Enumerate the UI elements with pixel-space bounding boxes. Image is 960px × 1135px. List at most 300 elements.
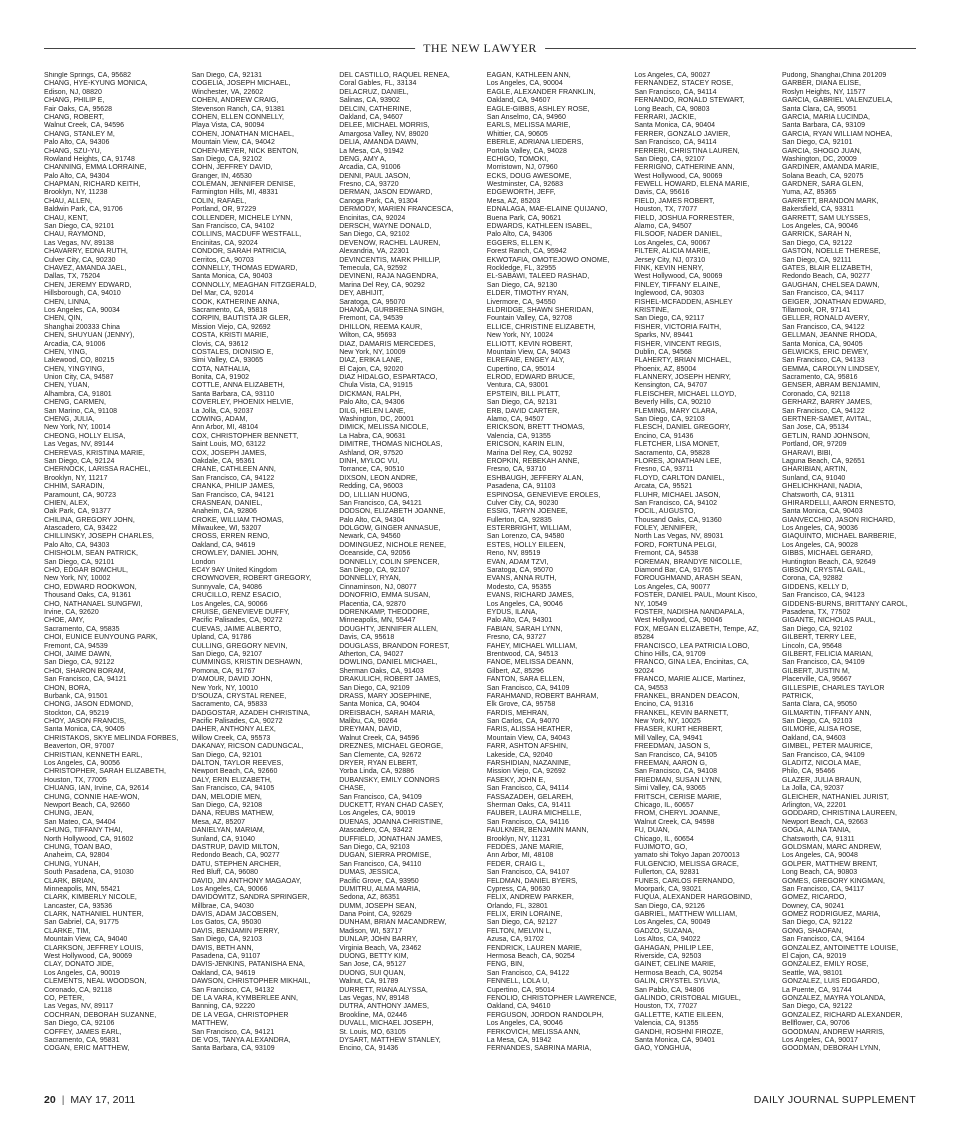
list-line: Irvine, CA, 92620 (44, 609, 99, 616)
list-line: FENOLIO, CHRISTOPHER LAWRENCE, (486, 994, 617, 1002)
list-line: Oakland, CA, 94619 (191, 969, 256, 977)
list-line: Alhambra, CA, 91801 (44, 390, 112, 398)
list-line: Marina Del Rey, CA, 90292 (486, 449, 573, 457)
list-line: Anaheim, CA, 92806 (191, 508, 257, 516)
list-line: Oakland, CA, 94607 (486, 97, 551, 105)
list-line: San Francisco, CA, 94109 (781, 751, 865, 759)
list-line: CLARK, BRIAN, (44, 877, 96, 885)
list-line: DELACRUZ, DANIEL, (339, 88, 409, 96)
list-line: Minneapolis, MN, 55447 (339, 617, 416, 625)
list-line: EGGERS, ELLEN K, (486, 239, 553, 247)
list-line: West Hollywood, CA, 90069 (634, 273, 723, 281)
list-line: FRANCISCO, LEA PATRICIA LOBO, (634, 642, 750, 650)
list-line: DUONG, SUI QUAN, (339, 969, 406, 977)
list-line: Santa Monica, CA, 90403 (781, 508, 863, 516)
list-line: FOX, MEGAN ELIZABETH, Tempe, AZ, (634, 625, 759, 633)
list-line: FINLEY, TIFFANY ELAINE, (634, 281, 721, 289)
list-line: CROSS, ERREN RENO, (191, 533, 270, 541)
list-line: Sedona, AZ, 86351 (339, 894, 400, 902)
list-line: COHEN-MEYER, NICK BENTON, (191, 147, 299, 155)
list-line: Fountain Valley, CA, 92708 (486, 315, 573, 323)
list-line: GERHARZ, BARRY JAMES, (781, 399, 873, 407)
list-line: CHUNG, JEAN, (44, 810, 94, 818)
list-line: San Marino, CA, 91108 (44, 407, 118, 415)
list-line: El Cajon, CA, 92020 (339, 365, 404, 373)
issue-date: MAY 17, 2011 (70, 1094, 136, 1106)
list-line: DRASS, MARY JOSEPHINE, (339, 692, 432, 700)
list-line: Playa Vista, CA, 90094 (191, 122, 265, 130)
list-line: San Diego, CA, 92107 (634, 155, 705, 163)
list-line: La Puente, CA, 91744 (781, 986, 852, 994)
list-line: Santa Monica, CA, 90404 (339, 701, 420, 709)
list-line: Las Vegas, NV, 89117 (44, 1003, 114, 1011)
list-line: San Francisco, CA, 94122 (781, 323, 865, 331)
list-line: Del Mar, CA, 92014 (191, 290, 254, 298)
list-line: Gilbert, AZ, 85296 (486, 667, 544, 675)
list-line: FERRERI, CHRISTINA LAUREN, (634, 147, 740, 155)
list-line: GILBERT, FELICIA MARIAN, (781, 650, 874, 658)
list-line: COLLENDER, MICHELE LYNN, (191, 214, 293, 222)
list-line: Sacramento, CA, 95816 (781, 374, 858, 382)
list-line: DUMM, JOSEPH SEAN, (339, 902, 417, 910)
list-line: Riverside, CA, 92503 (634, 953, 702, 961)
list-line: FARSHIDIAN, NAZANINE, (486, 760, 571, 768)
list-line: CROKE, WILLIAM THOMAS, (191, 516, 284, 524)
list-line: ELDRIDGE, SHAWN SHERIDAN, (486, 306, 594, 314)
list-line: San Francisco, CA, 94121 (44, 676, 127, 684)
list-line: FASSAZADEH, GELAREH, (486, 793, 574, 801)
list-line: Sacramento, CA, 95818 (191, 306, 268, 314)
list-line: FLEMING, MARY CLARA, (634, 407, 718, 415)
list-line: Las Vegas, NV, 89148 (339, 994, 410, 1002)
list-line: San Diego, CA, 92127 (486, 919, 558, 927)
list-line: CULLING, GREGORY NEVIN, (191, 642, 288, 650)
list-line: San Diego, CA, 92108 (191, 801, 263, 809)
list-line: FISHER, VICTORIA FAITH, (634, 323, 722, 331)
list-line: DREISBACH, SARAH MARIA, (339, 709, 436, 717)
list-line: San Francisco, CA, 94109 (781, 659, 865, 667)
list-line: Los Angeles, CA, 90077 (634, 583, 711, 591)
list-line: CLEMENTS, NEAL WOODSON, (44, 978, 147, 986)
list-line: CHANNING, EMMA LORRAINE, (44, 164, 147, 172)
list-line: Cerritos, CA, 90703 (191, 256, 254, 264)
list-line: DIAZ HIDALGO, ESPARTACO, (339, 374, 438, 382)
list-line: Hermosa Beach, CA, 90254 (634, 969, 723, 977)
list-line: DRAKULICH, ROBERT JAMES, (339, 676, 441, 684)
list-line: CHEN, LINNA, (44, 298, 91, 306)
list-line: Chino Hills, CA, 91709 (634, 650, 706, 658)
list-line: FOLEY, JENNIFER, (634, 525, 698, 533)
list-line: GARDNER, SARA GLEN, (781, 181, 864, 189)
list-line: Baldwin Park, CA, 91706 (44, 206, 123, 214)
list-line: EVANS, RICHARD JAMES, (486, 592, 574, 600)
list-line: DENNI, PAUL JASON, (339, 172, 411, 180)
list-line: Los Angeles, CA, 90046 (486, 1020, 563, 1028)
list-line: Millbrae, CA, 94030 (191, 902, 254, 910)
list-line: San Francisco, CA, 94109 (339, 793, 422, 801)
list-line: FLESCH, DANIEL GREGORY, (634, 424, 731, 432)
list-line: FELIX, ANDREW PARKER, (486, 894, 574, 902)
list-line: CROWLEY, DANIEL JOHN, (191, 550, 279, 558)
list-line: New York, NY, 10010 (191, 684, 258, 692)
list-line: COGAN, ERIC MATTHEW, (44, 1045, 130, 1053)
list-line: San Mateo, CA, 94404 (44, 818, 116, 826)
list-line: Palo Alto, CA, 94306 (44, 139, 110, 147)
list-line: FRANKEL, KEVIN BARNETT, (634, 709, 729, 717)
list-line: Simi Valley, CA, 93065 (634, 785, 706, 793)
list-line: COSTALES, DIONISIO E, (191, 348, 274, 356)
list-line: San Lorenzo, CA, 94580 (486, 533, 565, 541)
list-line: ELLICE, CHRISTINE ELIZABETH, (486, 323, 596, 331)
list-line: Simi Valley, CA, 93065 (191, 357, 264, 365)
list-line: CUEVAS, JAIME ALBERTO, (191, 625, 282, 633)
list-line: Winchester, VA, 22602 (191, 88, 264, 96)
list-line: GIMBEL, PETER MAURICE, (781, 743, 873, 751)
list-line: San Clemente, CA, 92672 (339, 751, 422, 759)
list-line: San Diego, CA, 92103 (191, 936, 263, 944)
list-line: Los Angeles, CA, 90034 (44, 306, 120, 314)
list-line: DAVIDOWITZ, SANDRA SPRINGER, (191, 894, 310, 902)
list-line: San Francisco, CA, 94123 (781, 592, 865, 600)
list-line: CHEN, QIN, (44, 315, 83, 323)
list-line: GIBBS, MICHAEL GERARD, (781, 550, 873, 558)
list-line: Long Beach, CA, 90803 (634, 105, 710, 113)
list-line: DELCIN, CATHERINE, (339, 105, 412, 113)
list-line: FERNANDES, SABRINA MARIA, (486, 1045, 592, 1053)
list-line: Rockledge, FL, 32955 (486, 264, 557, 272)
list-line: Thousand Oaks, CA, 91361 (44, 592, 132, 600)
list-line: Seattle, WA, 98101 (781, 969, 843, 977)
list-line: 92024 (634, 667, 655, 675)
list-line: San Francisco, CA, 94116 (486, 818, 569, 826)
list-line: yamato shi Tokyo Japan 2070013 (634, 852, 740, 860)
list-line: FRIEDMAN, SUSAN LYNN, (634, 776, 722, 784)
list-line: CHIEN, ALEX, (44, 499, 90, 507)
list-line: Walnut Creek, CA, 94598 (634, 818, 715, 826)
list-line: GARCIA, GABRIEL VALENZUELA, (781, 97, 893, 105)
list-line: San Diego, CA, 92130 (486, 281, 558, 289)
list-line: FOSTER, NADISHA NANDAPALA, (634, 609, 745, 616)
list-line: D'AMOUR, DAVID JOHN, (191, 676, 273, 684)
list-column-1 (44, 72, 180, 1078)
list-line: Ashland, OR, 97520 (339, 449, 403, 457)
list-line: D'SOUZA, CRYSTAL RENEE, (191, 692, 287, 700)
list-line: St. Louis, MO, 63105 (339, 1028, 406, 1036)
list-line: San Francisco, CA, 94114 (486, 785, 569, 793)
list-line: FENG, BIN, (486, 961, 525, 969)
list-line: GIGANTE, NICHOLAS PAUL, (781, 617, 876, 625)
list-line: Atascadero, CA, 93422 (44, 525, 118, 533)
list-line: Portola Valley, CA, 94028 (486, 147, 567, 155)
list-line: Las Vegas, NV, 89144 (44, 441, 114, 449)
list-line: Reno, NV, 89519 (486, 550, 541, 558)
list-line: Santa Barbara, CA, 93109 (191, 1045, 275, 1053)
list-line: GOMEZ RODRIGUEZ, MARIA, (781, 911, 881, 919)
list-line: Cypress, CA, 90630 (486, 885, 551, 893)
list-line: ESHBAUGH, JEFFERY ALAN, (486, 474, 584, 482)
list-line: Livermore, CA, 94550 (486, 298, 556, 306)
list-line: North Las Vegas, NV, 89031 (634, 533, 724, 541)
list-line: ESTERBRIGHT, WILLIAM, (486, 525, 572, 533)
list-line: Granger, IN, 46530 (191, 172, 252, 180)
list-line: DENG, AMY A, (339, 155, 387, 163)
list-line: Dublin, CA, 94568 (634, 348, 692, 356)
list-line: GEIGER, JONATHAN EDWARD, (781, 298, 886, 306)
list-line: Redding, CA, 96003 (339, 483, 403, 491)
list-line: FLUHR, MICHAEL JASON, (634, 491, 721, 499)
list-line: Oakland, CA, 94619 (191, 541, 256, 549)
list-line: Minneapolis, MN, 55421 (44, 885, 121, 893)
list-line: FARR, ASHTON AFSHIN, (486, 743, 568, 751)
list-line: GOGA, ALINA TANIA, (781, 827, 851, 835)
list-line: Washington, DC, 20009 (781, 155, 857, 163)
list-line: Oak Park, CA, 91377 (44, 508, 111, 516)
list-line: CHAU, KENT, (44, 214, 89, 222)
list-line: FEDER, CRAIG L, (486, 860, 545, 868)
list-line: Sacramento, CA, 95831 (44, 1036, 120, 1044)
list-line: Davis, CA, 95618 (339, 634, 395, 642)
list-line: DUNLAP, JOHN BARRY, (339, 936, 418, 944)
list-line: COVERLEY, PHOENIX HELVIE, (191, 399, 294, 407)
list-line: Encino, CA, 91436 (634, 432, 694, 440)
list-line: Chatsworth, CA, 91311 (781, 835, 855, 843)
list-line: FLEISCHER, MICHAEL LLOYD, (634, 390, 737, 398)
list-line: EVANS, ANNA RUTH, (486, 575, 557, 583)
list-line: EDNALAGA, MAE-ELAINE QUIJANO, (486, 206, 608, 214)
list-line: Shanghai 200333 China (44, 323, 120, 331)
list-line: ECKS, DOUG AWESOME, (486, 172, 572, 180)
list-line: FABIAN, SARAH LYNN, (486, 625, 563, 633)
list-line: San Diego, CA, 92126 (634, 902, 705, 910)
list-line: FRITSCH, CERISE MARIE, (634, 793, 722, 801)
list-column-2 (192, 72, 328, 1078)
list-line: Fresno, CA, 93727 (486, 634, 547, 642)
list-line: CHEN, JEREMY EDWARD, (44, 281, 132, 289)
list-line: South Pasadena, CA, 91030 (44, 869, 134, 877)
list-line: Forest Ranch, CA, 95942 (486, 248, 567, 256)
list-column-3 (339, 72, 475, 1078)
list-line: DUBANSKY, EMILY CONNORS (339, 776, 440, 784)
list-line: Wilton, CA, 95693 (339, 332, 397, 340)
list-line: DOUGHTY, JENNIFER ALLEN, (339, 625, 439, 633)
list-line: DHILLON, REEMA KAUR, (339, 323, 423, 331)
list-line: Inglewood, CA, 90303 (634, 290, 705, 298)
list-line: ESPINOSA, GENEVIEVE EROLES, (486, 491, 601, 499)
list-line: Saratoga, CA, 95070 (486, 567, 553, 575)
list-line: GALLETTE, KATIE EILEEN, (634, 1011, 724, 1019)
list-line: CHAVARRY, EDNA RUTH, (44, 248, 128, 256)
list-line: Tillamook, OR, 97141 (781, 306, 851, 314)
list-line: San Francisco, CA, 94109 (486, 684, 570, 692)
list-line: DILG, HELEN LANE, (339, 407, 406, 415)
list-line: Los Angeles, CA, 90036 (781, 525, 858, 533)
list-line: CHEN, YUAN, (44, 382, 90, 390)
list-line: CRUCILLO, RENZ ESACIO, (191, 592, 282, 600)
list-line: Newark, CA, 94560 (339, 533, 401, 541)
list-line: GADZO, SUZANA, (634, 927, 695, 935)
list-line: GIDDENS, KELLY D, (781, 583, 849, 591)
list-line: DIMICK, MELISSA NICOLE, (339, 424, 429, 432)
list-line: GARCIA, RYAN WILLIAM NOHEA, (781, 130, 893, 138)
list-line: Phoenix, AZ, 85004 (634, 365, 697, 373)
list-line: Mission Viejo, CA, 92692 (486, 768, 566, 776)
list-line: Dana Point, CA, 92629 (339, 911, 412, 919)
list-line: FRANKEL, BRANDEN DEACON, (634, 692, 740, 700)
list-line: Brentwood, CA, 94513 (486, 650, 559, 658)
publication-title: THE NEW LAWYER (415, 40, 545, 57)
list-line: Oakland, CA, 94603 (781, 734, 846, 742)
list-line: DAVIS-JENKINS, PATANISHA ENA, (191, 961, 306, 969)
list-line: DOWLING, DANIEL MICHAEL, (339, 659, 438, 667)
list-line: San Diego, CA, 92106 (44, 1020, 115, 1028)
list-line: San Diego, CA, 92117 (634, 315, 705, 323)
list-line: Pasadena, TX, 77502 (781, 609, 851, 616)
list-line: Hermosa Beach, CA, 90254 (486, 953, 575, 961)
list-line: GOLPER, MATTHEW BRENT, (781, 860, 878, 868)
list-line: Sherman Oaks, CA, 91411 (486, 801, 571, 809)
list-line: Placentia, CA, 92870 (339, 600, 406, 608)
list-line: EYDUS, ILANA, (486, 609, 538, 616)
list-line: FELIX, ERIN LORAINE, (486, 911, 563, 919)
list-line: DAVIS, BETH ANN, (191, 944, 254, 952)
list-line: Oakland, CA, 94610 (486, 1003, 551, 1011)
list-column-4 (487, 72, 623, 1078)
list-line: Fremont, CA, 94538 (634, 550, 699, 558)
list-line: FERKOVICH, MELISSA ANN, (486, 1028, 581, 1036)
list-line: Union City, CA, 94587 (44, 374, 114, 382)
list-line: GAHAGAN, PHILIP LEE, (634, 944, 714, 952)
list-line: GENSER, ABRAM BENJAMIN, (781, 382, 881, 390)
list-line: DUENAS, JOANNA CHRISTINE, (339, 818, 443, 826)
list-line: New York, NY, 10014 (44, 424, 111, 432)
list-line: COLLINS, MACDUFF WESTFALL, (191, 231, 302, 239)
list-line: West Hollywood, CA, 90069 (44, 953, 133, 961)
list-line: Elk Grove, CA, 95758 (486, 701, 556, 709)
list-line: Red Bluff, CA, 96080 (191, 869, 259, 877)
list-line: FORD, FORTUNA PELGI, (634, 541, 717, 549)
list-line: CHOI, SHARON BORAM, (44, 667, 126, 675)
list-line: San Jose, CA, 95127 (339, 961, 407, 969)
list-line: GLADITZ, NICOLA MAE, (781, 760, 861, 768)
list-line: San Diego, CA, 92122 (781, 1003, 853, 1011)
list-line: GHARAVI, BIBI, (781, 449, 833, 457)
list-line: DEVINCENTIS, MARK PHILLIP, (339, 256, 441, 264)
list-line: Sunnyvale, CA, 94086 (191, 583, 263, 591)
list-line: DERSCH, WAYNE DONALD, (339, 223, 432, 231)
list-line: CHONG, JASON EDMOND, (44, 701, 134, 709)
list-line: Moorpark, CA, 93021 (634, 885, 702, 893)
list-line: DUTRA, ANTHONY JAMES, (339, 1003, 429, 1011)
list-line: GILLESPIE, CHARLES TAYLOR (781, 684, 885, 692)
list-line: COHN, JEFFREY DAVID, (191, 164, 273, 172)
list-line: COTTLE, ANNA ELIZABETH, (191, 382, 285, 390)
list-line: San Francisco, CA, 94122 (781, 407, 865, 415)
list-line: CHILLINSKY, JOSEPH CHARLES, (44, 533, 154, 541)
list-line: EAGAN, KATHLEEN ANN, (486, 72, 571, 79)
list-line: GHARIBIAN, ARTIN, (781, 466, 848, 474)
list-line: DERMODY, MARIEN FRANCESCA, (339, 206, 454, 214)
list-line: Kensington, CA, 94707 (634, 382, 708, 390)
list-line: Cupertino, CA, 95014 (486, 986, 555, 994)
list-line: Washington, DC, 20001 (339, 416, 415, 424)
list-line: San Francisco, CA, 94107 (486, 869, 570, 877)
list-line: FARDIS, MEHRAN, (486, 709, 549, 717)
list-line: GHELICHKHANI, NADIA, (781, 483, 863, 491)
list-line: San Diego, CA, 92131 (486, 399, 558, 407)
list-line: ERICKSON, BRETT THOMAS, (486, 424, 585, 432)
list-line: Los Angeles, CA, 90046 (781, 223, 858, 231)
list-line: Mesa, AZ, 85207 (191, 818, 246, 826)
list-line: Encinitas, CA, 92024 (339, 214, 406, 222)
list-line: CHO, NATHANAEL SUNGFWI, (44, 600, 143, 608)
list-line: San Francisco, CA, 94117 (781, 290, 865, 298)
list-line: FOSTER, DANIEL PAUL, Mount Kisco, (634, 592, 758, 600)
list-line: Mountain View, CA, 94043 (486, 348, 571, 356)
list-line: EDGEWORTH, JEFF, (486, 189, 556, 197)
list-line: KRISTINE, (634, 306, 669, 314)
list-line: CHUNG, TIFFANY THAI, (44, 827, 123, 835)
list-line: Santa Monica, CA, 90405 (781, 340, 863, 348)
list-line: San Diego, CA, 92111 (781, 256, 852, 264)
list-line: COX, JOSEPH JAMES, (191, 449, 267, 457)
list-line: CORPIN, BAUTISTA JR GLER, (191, 315, 291, 323)
list-line: GALINDO, CRISTOBAL MIGUEL, (634, 994, 741, 1002)
list-line: DHANOA, GURBREENA SINGH, (339, 306, 444, 314)
list-line: Beaverton, OR, 97007 (44, 743, 115, 751)
list-line: DAVID, JIN ANTHONY MAGAOAY, (191, 877, 302, 885)
list-line: Houston, TX, 77027 (634, 1003, 698, 1011)
list-line: GLEICHER, NATHANIEL JURIST, (781, 793, 889, 801)
list-line: CLAY, DONATO JIDE, (44, 961, 114, 969)
list-line: Arcadia, CA, 91006 (44, 340, 106, 348)
list-line: Cinnaminson, NJ, 08077 (339, 583, 417, 591)
list-line: Valencia, CA, 91355 (486, 432, 551, 440)
list-line: GAINET, CELINE MARIE, (634, 961, 716, 969)
list-line: CLARK, NATHANIEL HUNTER, (44, 911, 144, 919)
list-line: Mountain View, CA, 94042 (191, 139, 275, 147)
list-line: EARLS, MELISSA MARIE, (486, 122, 571, 130)
list-line: Orlando, FL, 32801 (486, 902, 548, 910)
list-line: COX, CHRISTOPHER BENNETT, (191, 432, 299, 440)
page-footer (44, 1094, 916, 1106)
list-line: DALTON, TAYLOR REEVES, (191, 760, 284, 768)
list-line: FEDDES, JANE MARIE, (486, 843, 564, 851)
list-line: CHRISTAKOS, SKYE MELINDA FORBES, (44, 734, 179, 742)
list-line: FILSOOF, NADER DANIEL, (634, 231, 722, 239)
list-line: San Diego, CA, 92101 (44, 223, 115, 231)
list-line: Anaheim, CA, 92804 (44, 852, 110, 860)
section-name: DAILY JOURNAL SUPPLEMENT (753, 1094, 916, 1106)
list-line: Newport Beach, CA, 92660 (44, 801, 130, 809)
list-line: San Diego, CA, 92102 (191, 155, 263, 163)
list-line: COHEN, ANDREW CRAIG, (191, 97, 279, 105)
list-line: Los Angeles, CA, 90049 (634, 919, 711, 927)
list-line: FRANCO, MARIE ALICE, Martinez, (634, 676, 746, 684)
list-line: Roslyn Heights, NY, 11577 (781, 88, 866, 96)
list-line: DAKANAY, RICSON CADUNGCAL, (191, 743, 304, 751)
list-line: Buena Park, CA, 90621 (486, 214, 562, 222)
list-line: COLEMAN, JENNIFER DENISE, (191, 181, 296, 189)
list-line: CONNOLLY, MEAGHAN FITZGERALD, (191, 281, 317, 289)
list-line: Newport Beach, CA, 92660 (191, 768, 278, 776)
list-line: Chicago, IL, 60657 (634, 801, 694, 809)
list-line: Hillsborough, CA, 94010 (44, 290, 121, 298)
list-line: Fair Oaks, CA, 95628 (44, 105, 113, 113)
list-line: GIDDENS-BURNS, BRITTANY CAROL, (781, 600, 908, 608)
list-line: GEMMA, CAROLYN LINDSEY, (781, 365, 880, 373)
list-line: Ann Arbor, MI, 48104 (191, 424, 259, 432)
list-line: Lakeside, CA, 92040 (486, 751, 553, 759)
